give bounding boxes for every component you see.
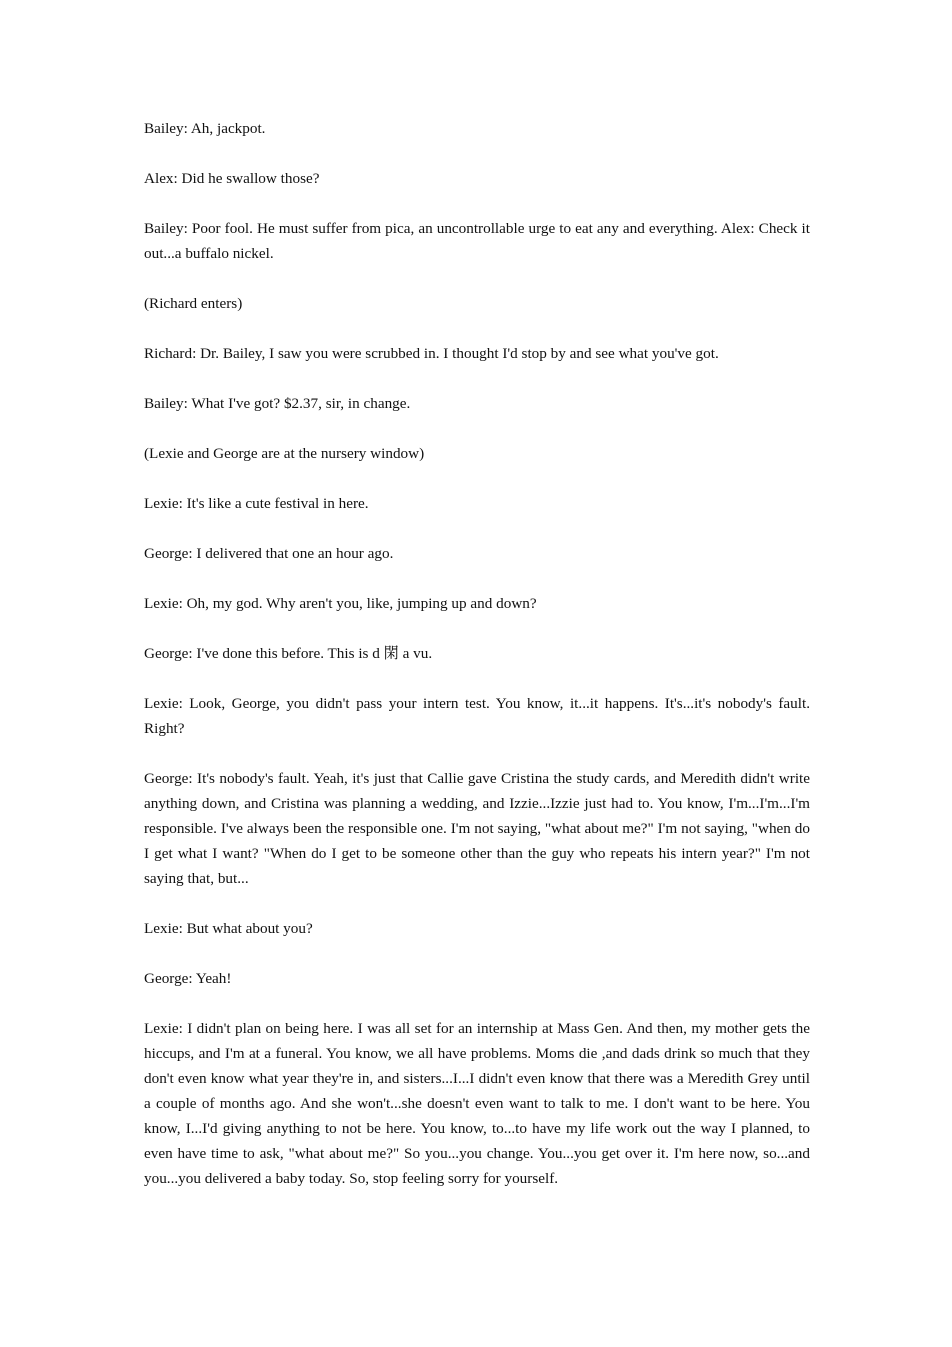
transcript-page bbox=[144, 116, 810, 1216]
dialogue-line: Lexie: Oh, my god. Why aren't you, like, jumping up and down? bbox=[144, 595, 537, 612]
dialogue-line: Bailey: Poor fool. He must suffer from pica, an uncontrollable urge to eat any and everything. Alex: Check it out...a buffalo nickel. bbox=[144, 220, 810, 262]
dialogue-line: Lexie: It's like a cute festival in here. bbox=[144, 495, 369, 512]
dialogue-line: Richard: Dr. Bailey, I saw you were scrubbed in. I thought I'd stop by and see what you've got. bbox=[144, 345, 719, 362]
dialogue-line: Lexie: But what about you? bbox=[144, 920, 313, 937]
dialogue-line: George: I delivered that one an hour ago. bbox=[144, 545, 394, 562]
stage-direction: (Lexie and George are at the nursery window) bbox=[144, 445, 425, 462]
dialogue-line: Bailey: What I've got? $2.37, sir, in change. bbox=[144, 395, 411, 412]
dialogue-line: George: Yeah! bbox=[144, 970, 232, 987]
dialogue-line: George: I've done this before. This is d 閑 a vu. bbox=[144, 645, 433, 662]
stage-direction: (Richard enters) bbox=[144, 295, 243, 312]
dialogue-line: Lexie: Look, George, you didn't pass your intern test. You know, it...it happens. It's...it's nobody's fault. Right? bbox=[144, 695, 810, 737]
dialogue-line: George: It's nobody's fault. Yeah, it's just that Callie gave Cristina the study cards, and Meredith didn't write anything down, and Cristina was planning a wedding, and Izzie...Izzie just had to. You know, I'm...I'm...I'm responsible. I've always been the responsible one. I'm not saying, "what about me?" I'm not saying, "when do I get what I want? "When do I get to be someone other than the guy who repeats his intern year?" I'm not saying that, but... bbox=[144, 770, 810, 887]
dialogue-line: Alex: Did he swallow those? bbox=[144, 170, 320, 187]
dialogue-line: Lexie: I didn't plan on being here. I was all set for an internship at Mass Gen. And then, my mother gets the hiccups, and I'm at a funeral. You know, we all have problems. Moms die ,and dads drink so much that they don't even know what year they're in, and sisters...I...I didn't even know that there was a Meredith Grey until a couple of months ago. And she won't...she doesn't even want to talk to me. I don't want to be here. You know, I...I'd giving anything to not be here. You know, to...to have my life work out the way I planned, to even have time to ask, "what about me?" So you...you change. You...you get over it. I'm here now, so...and you...you delivered a baby today. So, stop feeling sorry for yourself. bbox=[144, 1020, 810, 1187]
dialogue-line: Bailey: Ah, jackpot. bbox=[144, 120, 266, 137]
